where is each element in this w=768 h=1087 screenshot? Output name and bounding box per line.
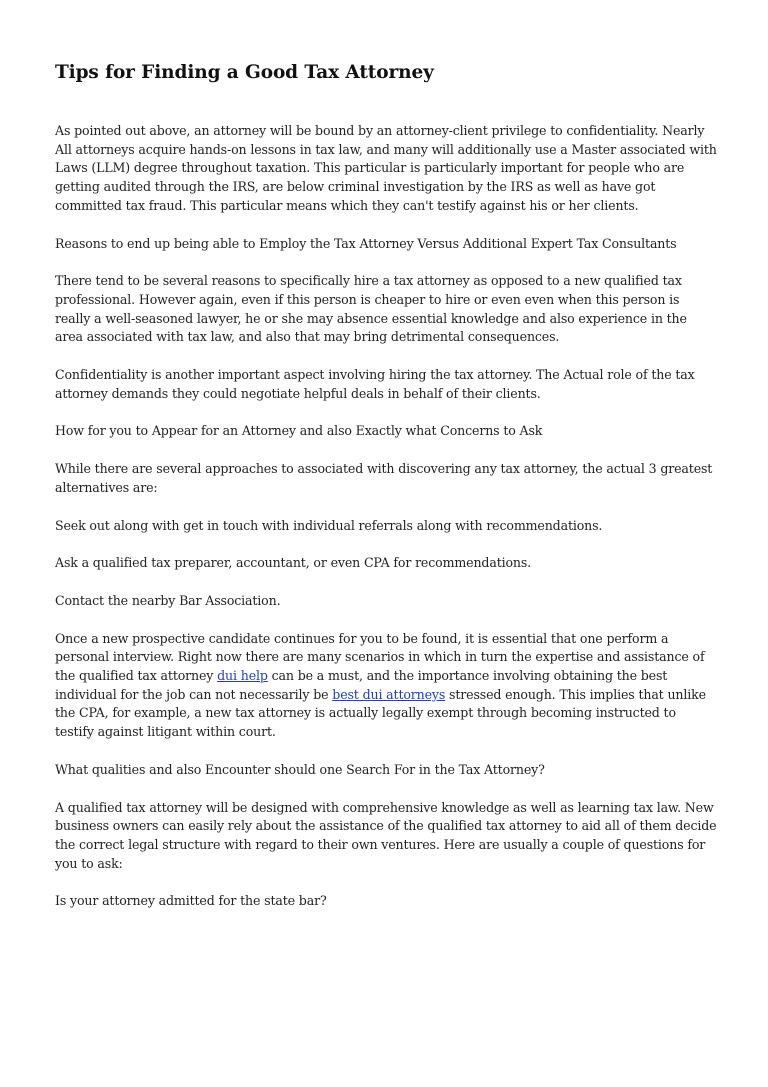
interview-text-part3: stressed enough. This implies that unlike the CPA, for example, a new tax attorney is actually legally exempt through becoming instructed to testify against litigant within court. bbox=[55, 686, 706, 740]
interview-text-part1: Once a new prospective candidate continues for you to be found, it is essential that one perform a personal interview. Right now there are many scenarios in which in turn the expertise and assistance of the qualified tax attorney bbox=[55, 630, 705, 684]
paragraph-option-preparer: Ask a qualified tax preparer, accountant, or even CPA for recommendations. bbox=[55, 555, 532, 571]
paragraph-qualities-heading: What qualities and also Encounter should one Search For in the Tax Attorney? bbox=[55, 761, 545, 777]
paragraph-reasons-heading: Reasons to end up being able to Employ the Tax Attorney Versus Additional Expert Tax Consultants bbox=[55, 235, 677, 251]
paragraph-how-to-look-heading: How for you to Appear for an Attorney and also Exactly what Concerns to Ask bbox=[55, 423, 543, 439]
paragraph-option-bar-association: Contact the nearby Bar Association. bbox=[55, 592, 281, 608]
document-page bbox=[55, 60, 717, 930]
paragraph-confidentiality-aspect: Confidentiality is another important aspect involving hiring the tax attorney. The Actual role of the tax attorney demands they could negotiate helpful deals in behalf of their clients. bbox=[55, 367, 695, 401]
page-title: Tips for Finding a Good Tax Attorney bbox=[55, 62, 434, 83]
best-dui-attorneys-link[interactable]: best dui attorneys bbox=[332, 686, 446, 702]
paragraph-question-state-bar: Is your attorney admitted for the state bar? bbox=[55, 893, 327, 909]
paragraph-option-referrals: Seek out along with get in touch with individual referrals along with recommendations. bbox=[55, 517, 603, 533]
dui-help-link[interactable]: dui help bbox=[217, 668, 268, 684]
paragraph-alternatives-intro: While there are several approaches to associated with discovering any tax attorney, the actual 3 greatest alternatives are: bbox=[55, 461, 713, 495]
interview-text-part2: can be a must, and the importance involving obtaining the best individual for the job can not necessarily be bbox=[55, 668, 668, 702]
paragraph-confidentiality-privilege: As pointed out above, an attorney will be bound by an attorney-client privilege to confidentiality. Nearly All attorneys acquire hands-on lessons in tax law, and many will additionally use a Master associated with Laws (LLM) degree throughout taxation. This particular is particularly important for people who are getting audited through the IRS, are below criminal investigation by the IRS as well as have got committed tax fraud. This particular means which they can't testify against his or her clients. bbox=[55, 123, 717, 213]
paragraph-interview bbox=[55, 630, 717, 742]
paragraph-qualities-body: A qualified tax attorney will be designed with comprehensive knowledge as well as learning tax law. New business owners can easily rely about the assistance of the qualified tax attorney to aid all of them decide the correct legal structure with regard to their own ventures. Here are usually a couple of questions for you to ask: bbox=[55, 799, 717, 871]
paragraph-reasons-body: There tend to be several reasons to specifically hire a tax attorney as opposed to a new qualified tax professional. However again, even if this person is cheaper to hire or even even when this person is really a well-seasoned lawyer, he or she may absence essential knowledge and also experience in the area associated with tax law, and also that may bring detrimental consequences. bbox=[55, 273, 687, 345]
